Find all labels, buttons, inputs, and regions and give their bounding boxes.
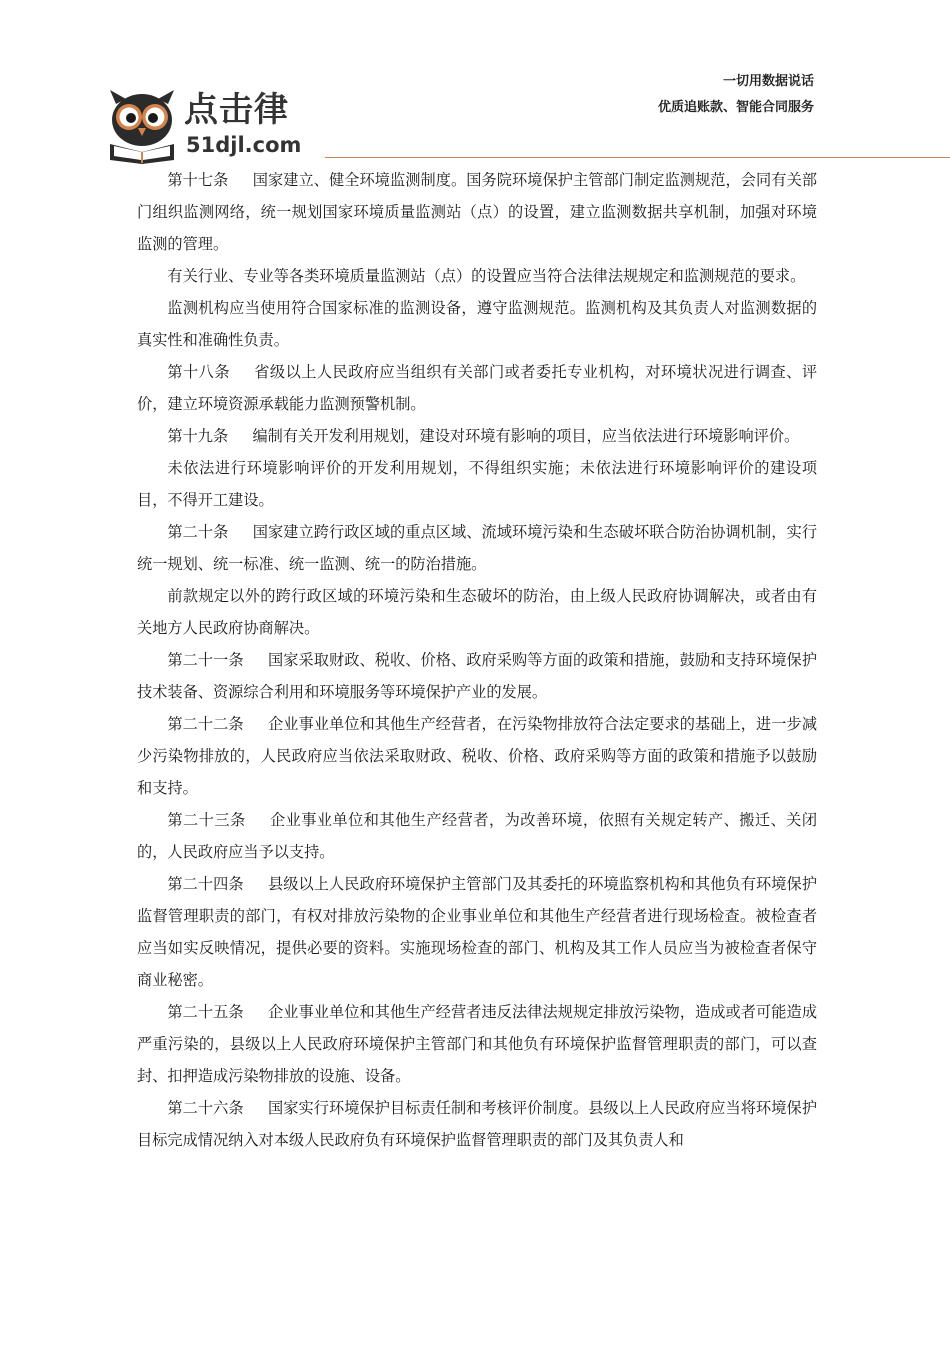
article-number: 第二十条 xyxy=(167,523,229,541)
paragraph xyxy=(137,1092,817,1156)
paragraph xyxy=(137,868,817,996)
paragraph-text: 省级以上人民政府应当组织有关部门或者委托专业机构，对环境状况进行调查、评价，建立环境资源承载能力监测预警机制。 xyxy=(137,363,818,413)
paragraph xyxy=(137,708,817,804)
article-number: 第二十六条 xyxy=(167,1099,244,1117)
paragraph xyxy=(137,292,817,356)
brand-url[interactable]: 51djl.com xyxy=(186,133,302,157)
brand-logo[interactable] xyxy=(106,86,306,166)
article-number: 第二十二条 xyxy=(167,715,244,733)
tagline-primary: 一切用数据说话 xyxy=(722,74,814,89)
paragraph-text: 未依法进行环境影响评价的开发利用规划，不得组织实施；未依法进行环境影响评价的建设项目，不得开工建设。 xyxy=(137,459,817,509)
article-number: 第二十四条 xyxy=(167,875,244,893)
paragraph-text: 编制有关开发利用规划，建设对环境有影响的项目，应当依法进行环境影响评价。 xyxy=(252,427,800,445)
paragraph xyxy=(137,644,817,708)
paragraph-text: 监测机构应当使用符合国家标准的监测设备，遵守监测规范。监测机构及其负责人对监测数据的真实性和准确性负责。 xyxy=(137,299,817,349)
paragraph xyxy=(137,516,817,580)
article-number: 第二十三条 xyxy=(167,811,246,829)
owl-reading-book-icon xyxy=(106,86,178,164)
paragraph xyxy=(137,164,817,260)
paragraph-text: 国家建立跨行政区域的重点区域、流域环境污染和生态破坏联合防治协调机制，实行统一规划、统一标准、统一监测、统一的防治措施。 xyxy=(137,523,818,573)
paragraph-text: 企业事业单位和其他生产经营者，在污染物排放符合法定要求的基础上，进一步减少污染物排放的，人民政府应当依法采取财政、税收、价格、政府采购等方面的政策和措施予以鼓励和支持。 xyxy=(137,715,818,797)
paragraph xyxy=(137,420,817,452)
paragraph-text: 企业事业单位和其他生产经营者违反法律法规规定排放污染物，造成或者可能造成严重污染的，县级以上人民政府环境保护主管部门和其他负有环境保护监督管理职责的部门，可以查封、扣押造成污染物排放的设施、设备。 xyxy=(137,1003,818,1085)
paragraph-text: 国家采取财政、税收、价格、政府采购等方面的政策和措施，鼓励和支持环境保护技术装备、资源综合利用和环境服务等环境保护产业的发展。 xyxy=(137,651,818,701)
paragraph-text: 企业事业单位和其他生产经营者，为改善环境，依照有关规定转产、搬迁、关闭的，人民政府应当予以支持。 xyxy=(137,811,818,861)
paragraph xyxy=(137,804,817,868)
article-number: 第二十五条 xyxy=(167,1003,244,1021)
paragraph xyxy=(137,260,817,292)
tagline-secondary: 优质追账款、智能合同服务 xyxy=(657,100,814,115)
article-number: 第十七条 xyxy=(167,171,229,189)
brand-name: 点击律 xyxy=(184,90,289,130)
article-number: 第十九条 xyxy=(167,427,229,445)
paragraph xyxy=(137,452,817,516)
document-body xyxy=(137,164,817,1156)
header-divider xyxy=(325,157,950,158)
article-number: 第二十一条 xyxy=(167,651,244,669)
paragraph-text: 国家实行环境保护目标责任制和考核评价制度。县级以上人民政府应当将环境保护目标完成情况纳入对本级人民政府负有环境保护监督管理职责的部门及其负责人和 xyxy=(137,1099,818,1149)
paragraph-text: 县级以上人民政府环境保护主管部门及其委托的环境监察机构和其他负有环境保护监督管理职责的部门，有权对排放污染物的企业事业单位和其他生产经营者进行现场检查。被检查者应当如实反映情况，提供必要的资料。实施现场检查的部门、机构及其工作人员应当为被检查者保守商业秘密。 xyxy=(137,875,818,989)
article-number: 第十八条 xyxy=(167,363,230,381)
paragraph-text: 前款规定以外的跨行政区域的环境污染和生态破坏的防治，由上级人民政府协调解决，或者由有关地方人民政府协商解决。 xyxy=(137,587,817,637)
paragraph xyxy=(137,996,817,1092)
paragraph xyxy=(137,580,817,644)
paragraph-text: 有关行业、专业等各类环境质量监测站（点）的设置应当符合法律法规规定和监测规范的要求。 xyxy=(167,267,806,285)
page-header xyxy=(0,0,950,170)
paragraph-text: 国家建立、健全环境监测制度。国务院环境保护主管部门制定监测规范，会同有关部门组织监测网络，统一规划国家环境质量监测站（点）的设置，建立监测数据共享机制，加强对环境监测的管理。 xyxy=(137,171,818,253)
paragraph xyxy=(137,356,817,420)
